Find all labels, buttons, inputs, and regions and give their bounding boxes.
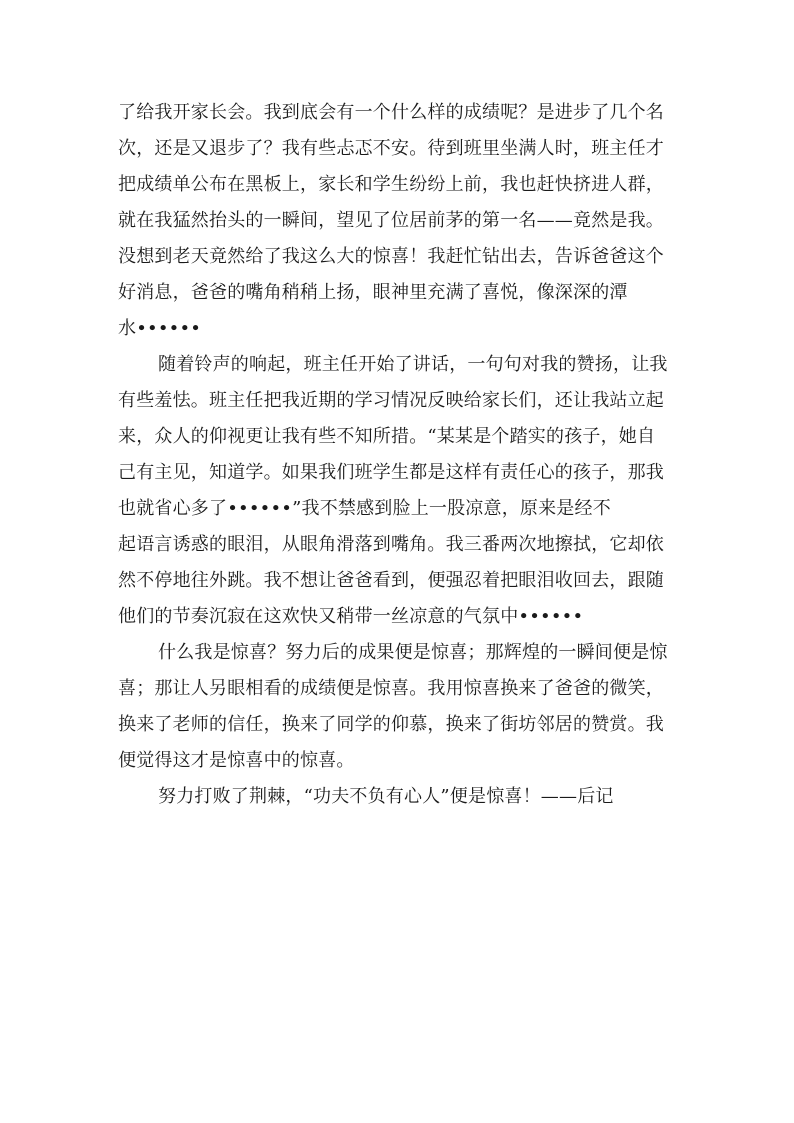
essay-text	[118, 95, 688, 815]
text-line: 便觉得这才是惊喜中的惊喜。	[118, 750, 355, 771]
paragraph-start-line: 随着铃声的响起，班主任开始了讲话，一句句对我的赞扬，让我	[158, 354, 668, 375]
text-line: 次，还是又退步了？我有些忐忑不安。待到班里坐满人时，班主任才	[118, 138, 664, 159]
paragraph-start-line: 努力打败了荆棘，“功夫不负有心人”便是惊喜！——后记	[158, 786, 614, 807]
text-line: 把成绩单公布在黑板上，家长和学生纷纷上前，我也赶快挤进人群，	[118, 174, 664, 195]
text-line: 换来了老师的信任，换来了同学的仰慕，换来了街坊邻居的赞赏。我	[118, 714, 664, 735]
text-line: 了给我开家长会。我到底会有一个什么样的成绩呢？是进步了几个名	[118, 102, 664, 123]
text-line: 有些羞怯。班主任把我近期的学习情况反映给家长们，还让我站立起	[118, 390, 664, 411]
text-line: 没想到老天竟然给了我这么大的惊喜！我赶忙钻出去，告诉爸爸这个	[118, 246, 664, 267]
paragraph-start-line: 什么我是惊喜？努力后的成果便是惊喜；那辉煌的一瞬间便是惊	[158, 642, 668, 663]
text-line: 水••••••	[118, 318, 202, 339]
text-line: 也就省心多了••••••”我不禁感到脸上一股凉意，原来是经不	[118, 498, 611, 519]
text-line: 来，众人的仰视更让我有些不知所措。“某某是个踏实的孩子，她自	[118, 426, 656, 447]
text-line: 就在我猛然抬头的一瞬间，望见了位居前茅的第一名——竟然是我。	[118, 210, 664, 231]
text-line: 好消息，爸爸的嘴角稍稍上扬，眼神里充满了喜悦，像深深的潭	[118, 282, 628, 303]
text-line: 然不停地往外跳。我不想让爸爸看到，便强忍着把眼泪收回去，跟随	[118, 570, 664, 591]
text-line: 喜；那让人另眼相看的成绩便是惊喜。我用惊喜换来了爸爸的微笑，	[118, 678, 664, 699]
text-line: 他们的节奏沉寂在这欢快又稍带一丝凉意的气氛中••••••	[118, 606, 584, 627]
text-line: 己有主见，知道学。如果我们班学生都是这样有责任心的孩子，那我	[118, 462, 664, 483]
text-line: 起语言诱惑的眼泪，从眼角滑落到嘴角。我三番两次地擦拭，它却依	[118, 534, 664, 555]
